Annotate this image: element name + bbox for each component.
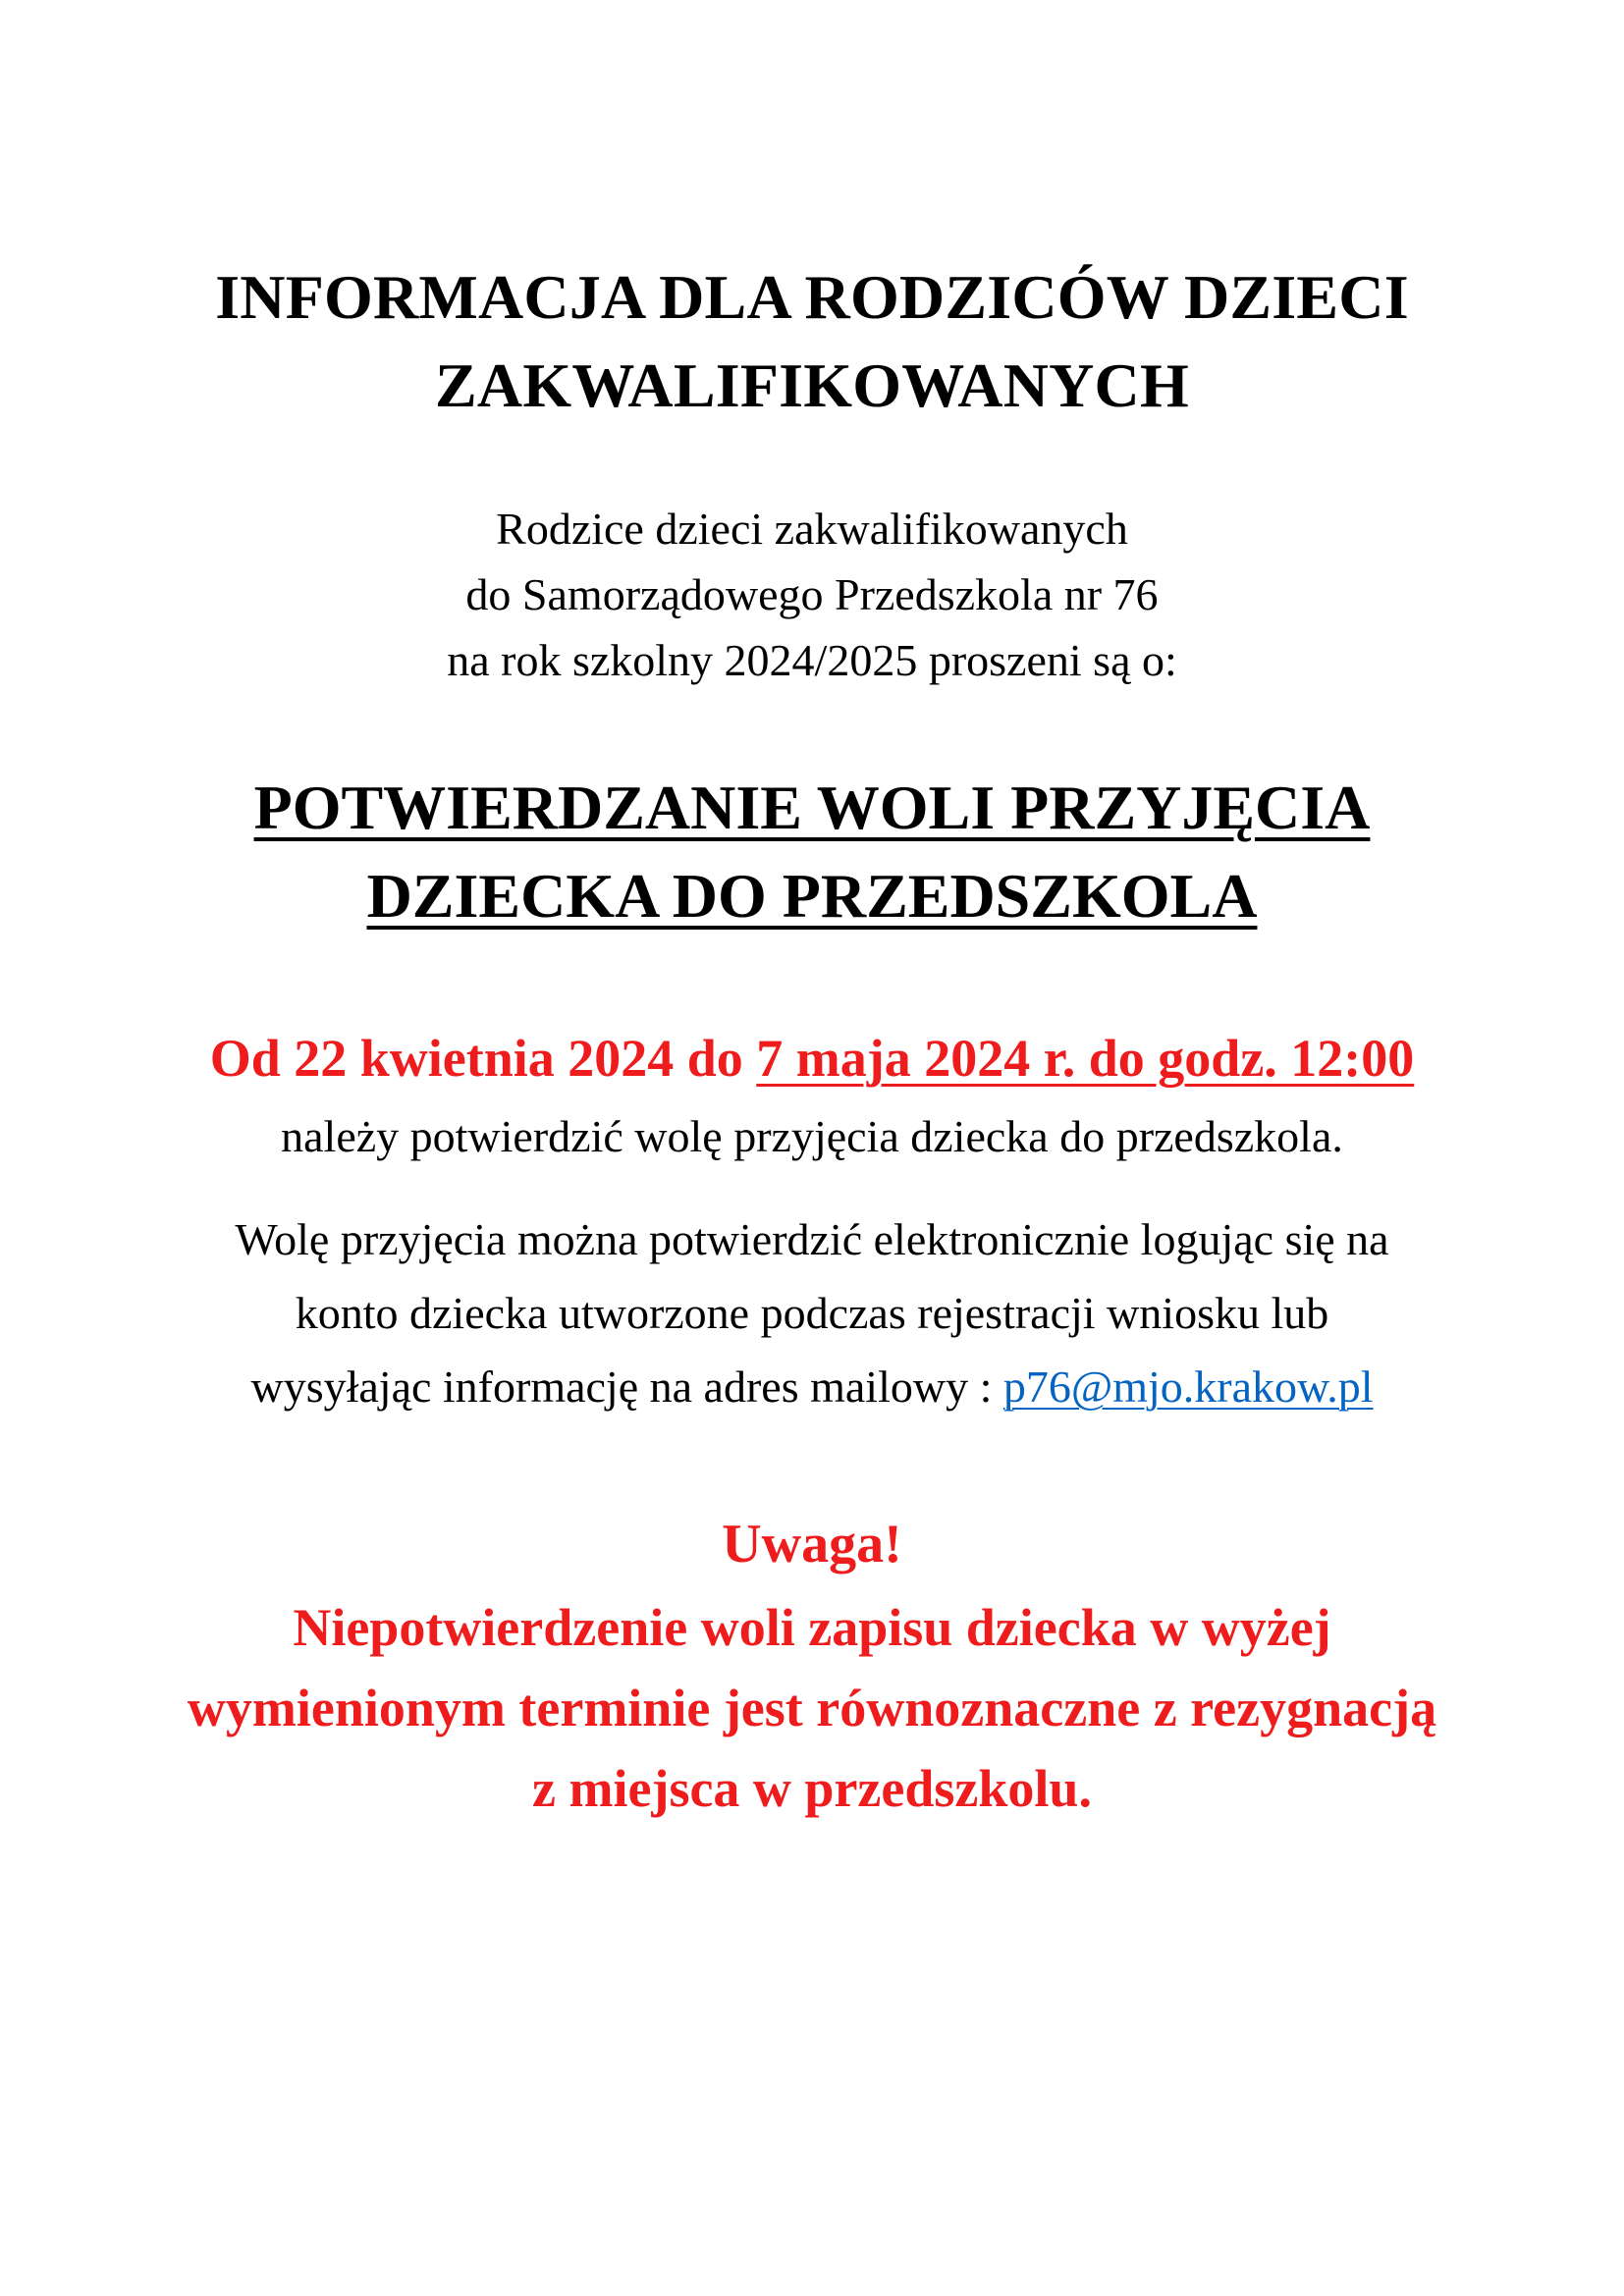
heading-line-2-text: DZIECKA DO PRZEDSZKOLA	[366, 861, 1258, 931]
warning-line-1: Niepotwierdzenie woli zapisu dziecka w wyżej	[293, 1598, 1331, 1657]
warning-line-2: wymienionym terminie jest równoznaczne z rezygnacją	[187, 1679, 1437, 1737]
deadline-date: 7 maja 2024 r. do godz. 12:00	[756, 1029, 1415, 1088]
warning-line-3: z miejsca w przedszkolu.	[532, 1759, 1092, 1818]
heading-line-1-text: POTWIERDZANIE WOLI PRZYJĘCIA	[253, 773, 1371, 842]
info-line-3-text: wysyłając informację na adres mailowy :	[250, 1362, 1003, 1412]
intro-line-2: do Samorządowego Przedszkola nr 76	[465, 569, 1159, 619]
info-paragraph	[0, 1202, 1624, 1423]
deadline-followup	[0, 1103, 1624, 1170]
warning-title	[0, 1507, 1624, 1581]
deadline-text	[0, 1021, 1624, 1095]
document-title	[0, 253, 1624, 430]
intro-paragraph	[0, 496, 1624, 693]
deadline-line	[0, 1021, 1624, 1095]
intro-line-1: Rodzice dzieci zakwalifikowanych	[496, 504, 1128, 554]
warning-title-text: Uwaga!	[722, 1514, 902, 1575]
title-line-1: INFORMACJA DLA RODZICÓW DZIECI	[215, 262, 1409, 332]
warning-body	[0, 1587, 1624, 1829]
info-line-2: konto dziecka utworzone podczas rejestracji wniosku lub	[295, 1288, 1329, 1338]
email-link[interactable]: p76@mjo.krakow.pl	[1002, 1362, 1374, 1412]
section-heading	[0, 764, 1624, 940]
heading-line-2	[0, 852, 1624, 940]
deadline-prefix: Od 22 kwietnia 2024 do	[209, 1029, 757, 1088]
info-line-3	[0, 1350, 1624, 1423]
heading-line-1	[0, 764, 1624, 852]
title-line-2: ZAKWALIFIKOWANYCH	[435, 350, 1189, 420]
info-line-1: Wolę przyjęcia można potwierdzić elektronicznie logując się na	[235, 1214, 1389, 1264]
intro-line-3: na rok szkolny 2024/2025 proszeni są o:	[447, 635, 1177, 685]
deadline-followup-text: należy potwierdzić wolę przyjęcia dziecka do przedszkola.	[281, 1111, 1343, 1161]
